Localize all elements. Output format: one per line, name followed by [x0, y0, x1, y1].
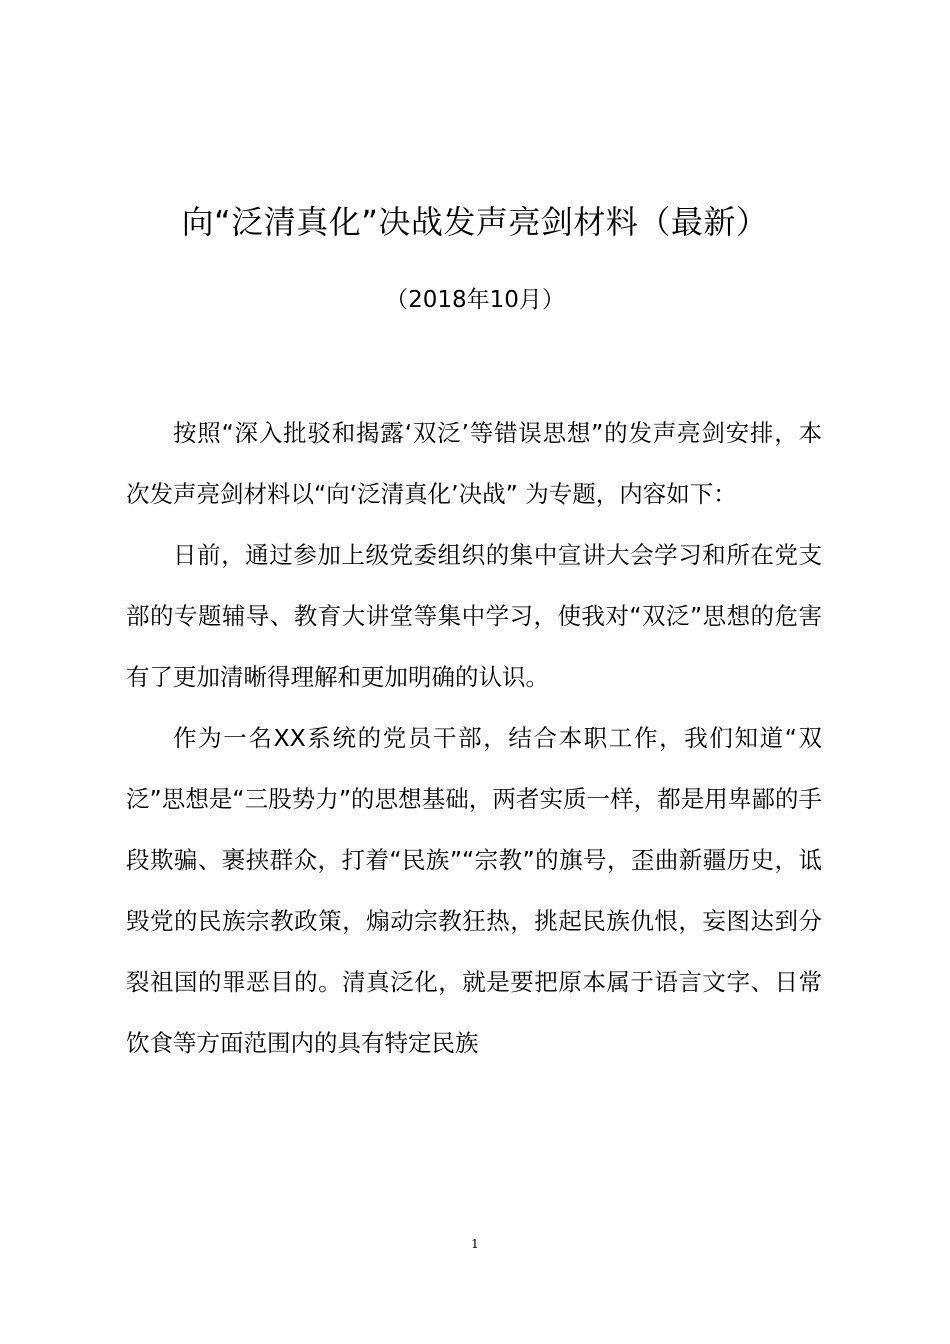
- paragraph-study: 日前，通过参加上级党委组织的集中宣讲大会学习和所在党支部的专题辅导、教育大讲堂等集中学习，使我对“双泛”思想的危害有了更加清晰得理解和更加明确的认识。: [126, 541, 822, 691]
- page-number: 1: [471, 1237, 479, 1251]
- document-body: [126, 403, 822, 1074]
- paragraph-analysis: 作为一名XX系统的党员干部，结合本职工作，我们知道“双泛”思想是“三股势力”的思想基础，两者实质一样，都是用卑鄙的手段欺骗、裹挟群众，打着“民族”“宗教”的旗号，歪曲新疆历史，诋毁党的民族宗教政策，煽动宗教狂热，挑起民族仇恨，妄图达到分裂祖国的罪恶目的。清真泛化，就是要把原本属于语言文字、日常饮食等方面范围内的具有特定民族: [126, 724, 822, 1057]
- paragraph-intro: 按照“深入批驳和揭露‘双泛’等错误思想”的发声亮剑安排，本次发声亮剑材料以“向‘泛清真化’决战” 为专题，内容如下：: [126, 419, 822, 508]
- document-title: 向“泛清真化”决战发声亮剑材料（最新）: [181, 203, 769, 241]
- document-date: （2018年10月）: [385, 287, 565, 313]
